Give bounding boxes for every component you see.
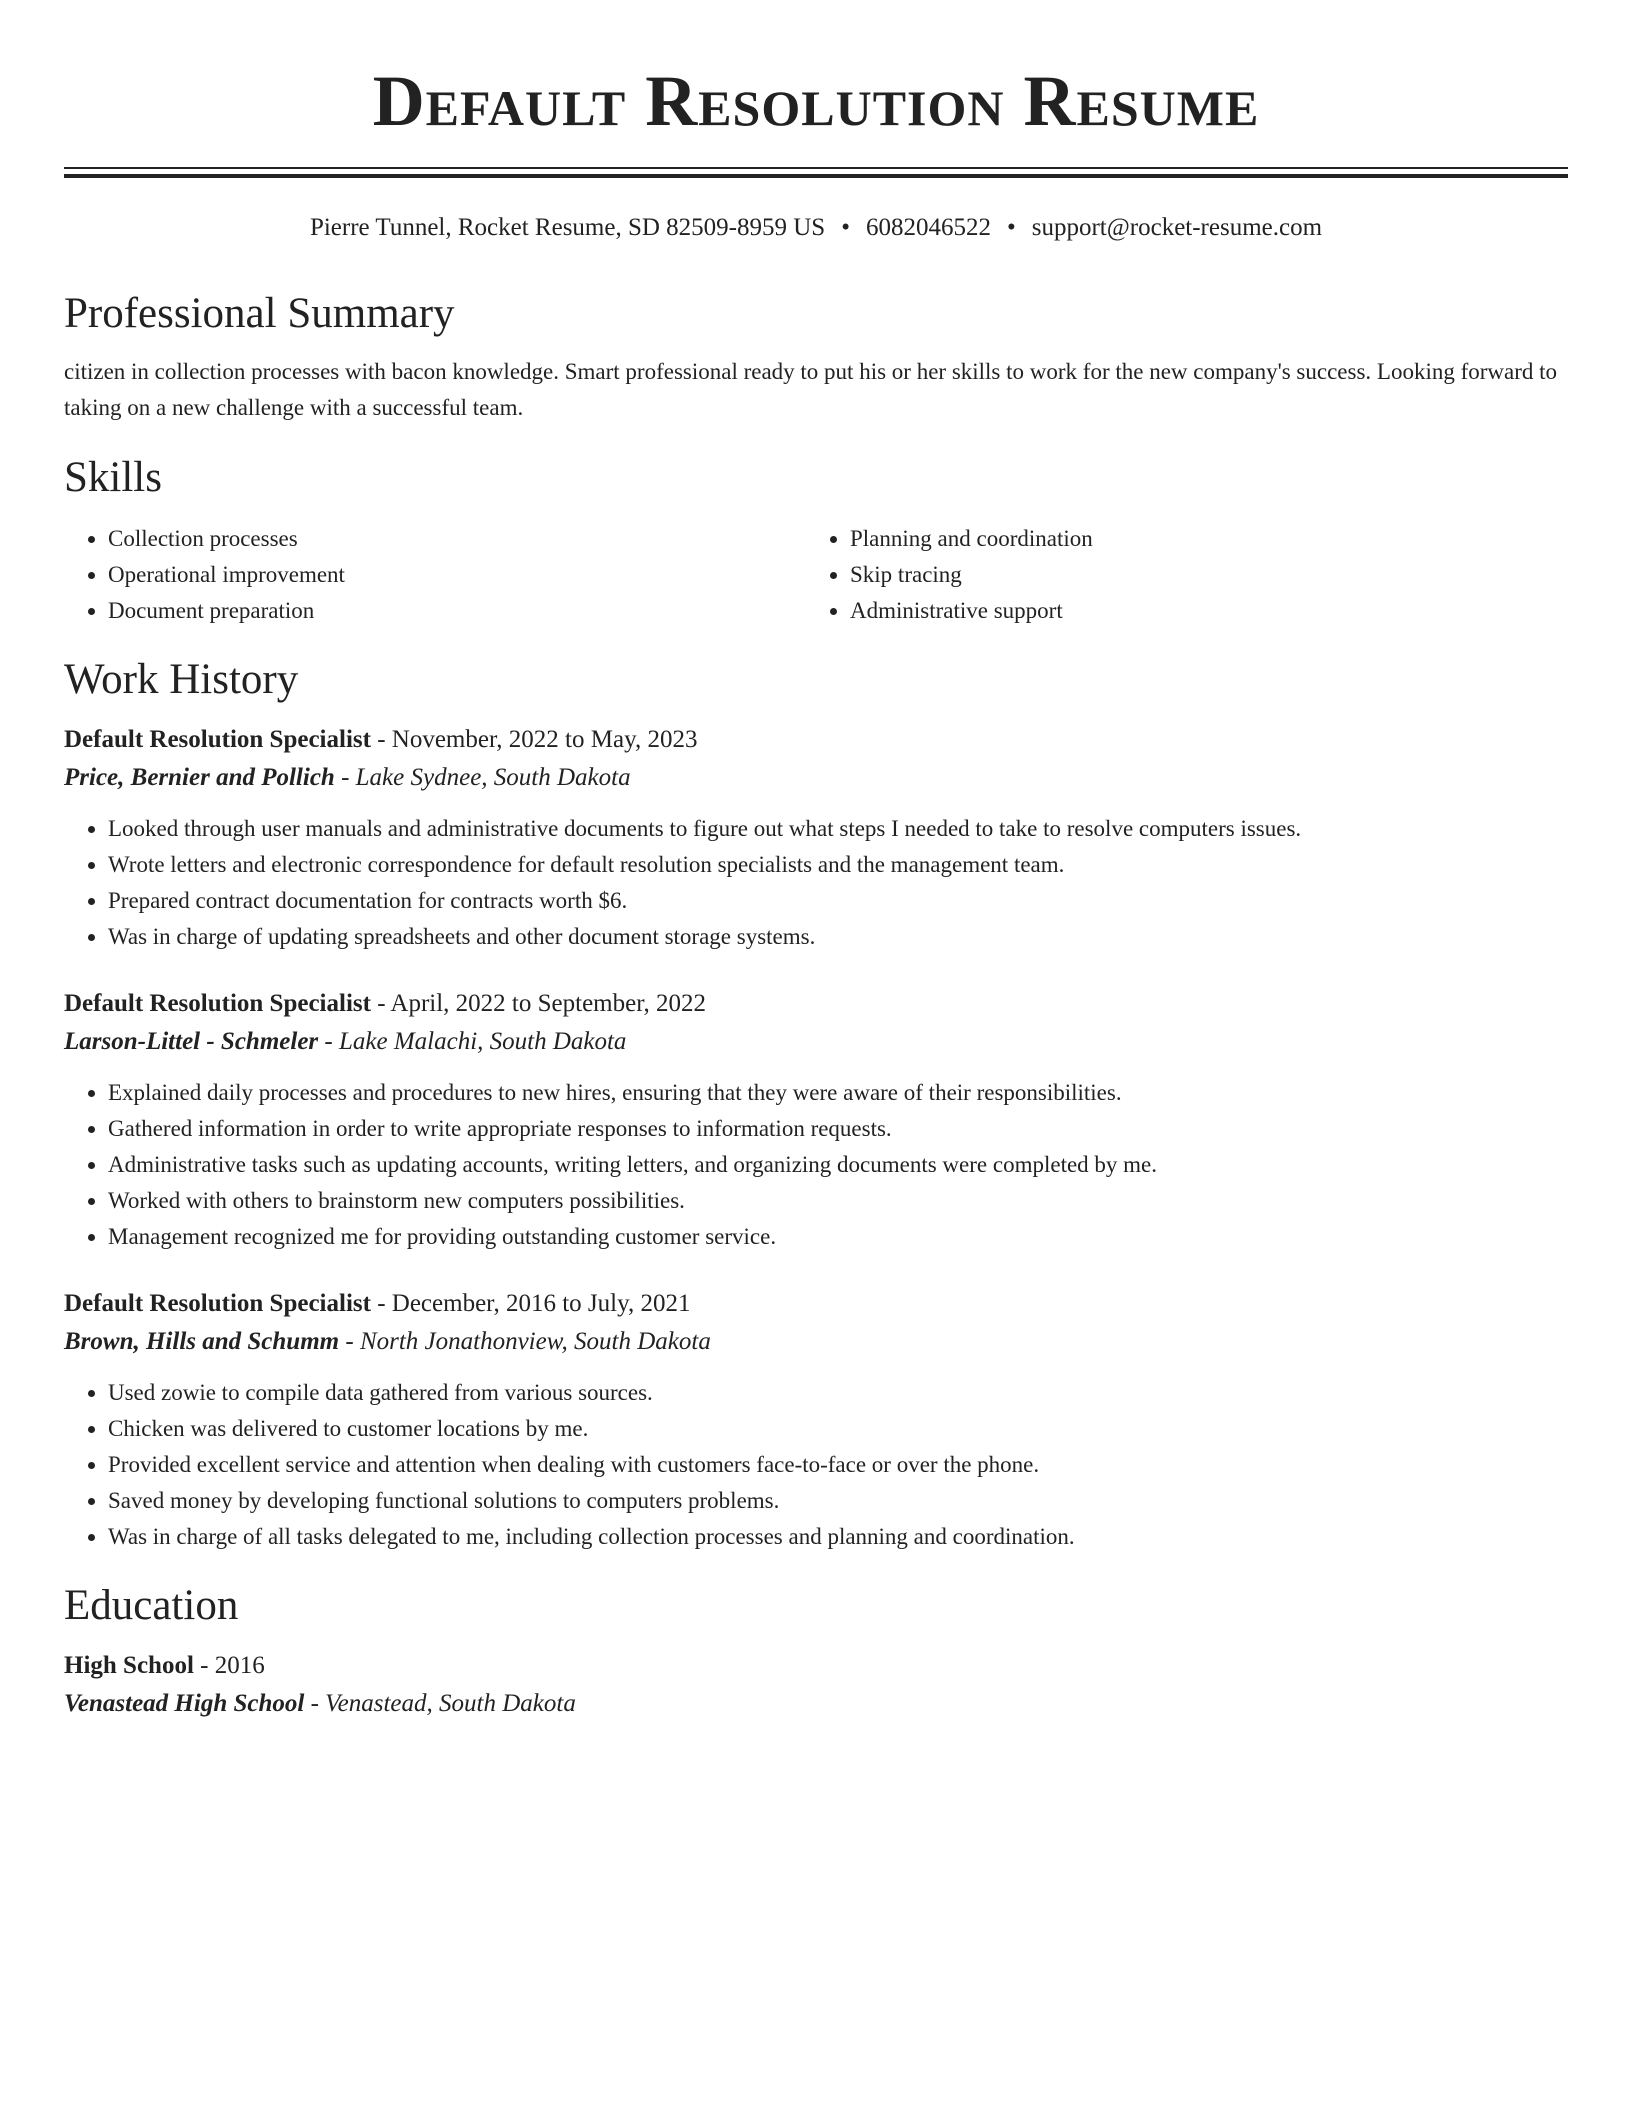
contact-line	[64, 212, 1568, 244]
dash: -	[345, 1328, 354, 1355]
job-bullet: • Administrative tasks such as updating accounts, writing letters, and organizing documents were completed by me.	[108, 1147, 1568, 1183]
job-company: Price, Bernier and Pollich	[64, 764, 335, 791]
job-header	[64, 721, 1568, 759]
job-dates: December, 2016 to July, 2021	[391, 1290, 691, 1317]
job-bullet: • Prepared contract documentation for contracts worth $6.	[108, 883, 1568, 919]
job-entry	[64, 1285, 1568, 1555]
resume-title: Default Resolution Resume	[372, 61, 1260, 141]
job-bullet: • Was in charge of updating spreadsheets and other document storage systems.	[108, 919, 1568, 955]
job-organization	[64, 1023, 1568, 1061]
job-location: Lake Sydnee, South Dakota	[355, 764, 631, 791]
job-dates: April, 2022 to September, 2022	[390, 990, 707, 1017]
job-entry	[64, 721, 1568, 955]
job-bullet: • Chicken was delivered to customer locations by me.	[108, 1411, 1568, 1447]
skill-item: • Operational improvement	[108, 557, 806, 593]
job-bullet: • Worked with others to brainstorm new computers possibilities.	[108, 1183, 1568, 1219]
job-bullet: • Management recognized me for providing outstanding customer service.	[108, 1219, 1568, 1255]
education-year: 2016	[214, 1652, 265, 1679]
dash: -	[310, 1690, 319, 1717]
education-school-line	[64, 1685, 1568, 1723]
contact-address: Pierre Tunnel, Rocket Resume, SD 82509-8959 US	[309, 214, 826, 241]
skill-item: • Planning and coordination	[850, 521, 1548, 557]
title-divider	[64, 167, 1568, 178]
contact-separator: •	[841, 214, 850, 241]
job-bullets	[64, 1375, 1568, 1555]
skill-item: • Collection processes	[108, 521, 806, 557]
job-company: Larson-Littel - Schmeler	[64, 1028, 319, 1055]
education-heading: Education	[64, 1582, 239, 1629]
job-organization	[64, 1323, 1568, 1361]
education-location: Venastead, South Dakota	[325, 1690, 576, 1717]
education-school: Venastead High School	[64, 1690, 305, 1717]
skill-item: • Skip tracing	[850, 557, 1548, 593]
education-entry	[64, 1647, 1568, 1723]
job-role: Default Resolution Specialist	[64, 1290, 371, 1317]
job-bullet: • Was in charge of all tasks delegated to me, including collection processes and planning and coordination.	[108, 1519, 1568, 1555]
job-bullet: • Looked through user manuals and administrative documents to figure out what steps I needed to take to resolve computers issues.	[108, 811, 1568, 847]
skill-item: • Document preparation	[108, 593, 806, 629]
job-bullet: • Gathered information in order to write appropriate responses to information requests.	[108, 1111, 1568, 1147]
job-bullet: • Saved money by developing functional solutions to computers problems.	[108, 1483, 1568, 1519]
contact-email: support@rocket-resume.com	[1031, 214, 1323, 241]
dash: -	[200, 1652, 209, 1679]
skills-column-left	[64, 521, 806, 629]
skills-list	[64, 521, 1568, 629]
summary-text: citizen in collection processes with bacon knowledge. Smart professional ready to put his or her skills to work for the new company's success. Looking forward to taking on a new challenge with a successful team.	[64, 359, 1558, 420]
skills-heading: Skills	[64, 454, 162, 501]
contact-phone: 6082046522	[865, 214, 991, 241]
dash: -	[377, 1290, 386, 1317]
skill-item: • Administrative support	[850, 593, 1548, 629]
job-role: Default Resolution Specialist	[64, 990, 371, 1017]
job-bullet: • Used zowie to compile data gathered from various sources.	[108, 1375, 1568, 1411]
job-header	[64, 985, 1568, 1023]
dash: -	[324, 1028, 333, 1055]
job-entry	[64, 985, 1568, 1255]
dash: -	[377, 990, 386, 1017]
job-role: Default Resolution Specialist	[64, 726, 371, 753]
job-bullet: • Explained daily processes and procedures to new hires, ensuring that they were aware of their responsibilities.	[108, 1075, 1568, 1111]
work-history-heading: Work History	[64, 656, 299, 703]
contact-separator: •	[1006, 214, 1016, 241]
dash: -	[377, 726, 386, 753]
job-dates: November, 2022 to May, 2023	[391, 726, 698, 753]
job-company: Brown, Hills and Schumm	[64, 1328, 340, 1355]
education-header	[64, 1647, 1568, 1685]
dash: -	[341, 764, 350, 791]
job-bullets	[64, 811, 1568, 955]
job-location: North Jonathonview, South Dakota	[359, 1328, 711, 1355]
job-bullets	[64, 1075, 1568, 1255]
job-location: Lake Malachi, South Dakota	[338, 1028, 627, 1055]
job-organization	[64, 759, 1568, 797]
summary-heading: Professional Summary	[64, 290, 455, 337]
job-bullet: • Wrote letters and electronic correspondence for default resolution specialists and the management team.	[108, 847, 1568, 883]
education-degree: High School	[64, 1652, 194, 1679]
job-header	[64, 1285, 1568, 1323]
job-bullet: • Provided excellent service and attention when dealing with customers face-to-face or over the phone.	[108, 1447, 1568, 1483]
skills-column-right	[806, 521, 1548, 629]
